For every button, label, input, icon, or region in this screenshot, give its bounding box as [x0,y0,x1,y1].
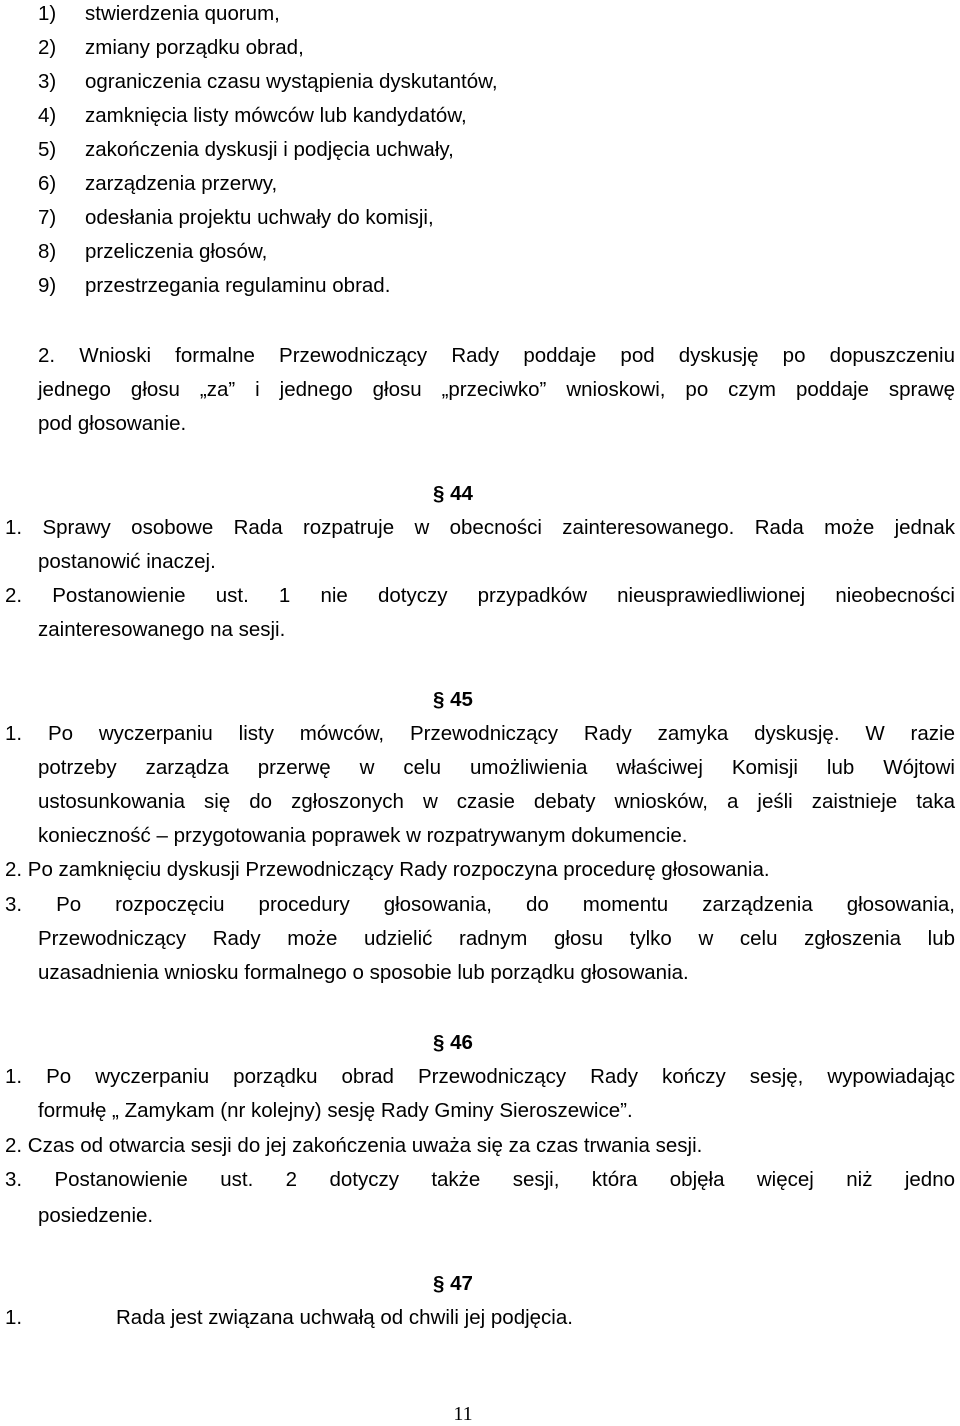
list-item-text: Rada jest związana uchwałą od chwili jej podjęcia. [116,1306,573,1329]
list-item-text: zarządzenia przerwy, [85,172,278,195]
list-item-text: przeliczenia głosów, [85,240,268,263]
section-title: § 45 [433,688,473,711]
paragraph-line: posiedzenie. [38,1204,154,1227]
list-item-number: 1) [38,2,57,25]
list-item [38,240,268,264]
paragraph-line: Przewodniczący Rady może udzielić radnym głosu tylko w celu zgłoszenia lub [38,927,955,950]
paragraph-line: pod głosowanie. [38,412,187,435]
list-item-number: 3) [38,70,57,93]
paragraph-line: zainteresowanego na sesji. [38,618,286,641]
list-item-text: zmiany porządku obrad, [85,36,304,59]
list-item-number: 6) [38,172,57,195]
list-item [38,206,434,230]
list-item [5,1306,573,1330]
paragraph-line: postanowić inaczej. [38,550,216,573]
list-item [38,274,391,298]
list-item-number: 5) [38,138,57,161]
page-number: 11 [453,1403,473,1425]
paragraph-line: 3. Postanowienie ust. 2 dotyczy także sesji, która objęła więcej niż jedno [5,1168,955,1191]
list-item [38,138,454,162]
section-title: § 47 [433,1272,473,1295]
paragraph-line: jednego głosu „za” i jednego głosu „przeciwko” wnioskowi, po czym poddaje sprawę [38,378,955,401]
paragraph-line: uzasadnienia wniosku formalnego o sposobie lub porządku głosowania. [38,961,689,984]
section-title: § 46 [433,1031,473,1054]
section-title: § 44 [433,482,473,505]
paragraph-line: 2. Po zamknięciu dyskusji Przewodniczący Rady rozpoczyna procedurę głosowania. [5,858,770,881]
list-item-text: zakończenia dyskusji i podjęcia uchwały, [85,138,454,161]
list-item [38,70,498,94]
list-item-text: przestrzegania regulaminu obrad. [85,274,391,297]
paragraph-line: formułę „ Zamykam (nr kolejny) sesję Rady Gminy Sieroszewice”. [38,1099,633,1122]
list-item-text: odesłania projektu uchwały do komisji, [85,206,434,229]
list-item-number: 1. [5,1306,23,1329]
paragraph-line: potrzeby zarządza przerwę w celu umożliwienia właściwej Komisji lub Wójtowi [38,756,955,779]
paragraph-line: 1. Po wyczerpaniu porządku obrad Przewodniczący Rady kończy sesję, wypowiadając [5,1065,955,1088]
paragraph-line: 1. Sprawy osobowe Rada rozpatruje w obecności zainteresowanego. Rada może jednak [5,516,955,539]
list-item-number: 9) [38,274,57,297]
list-item-number: 4) [38,104,57,127]
list-item-number: 7) [38,206,57,229]
paragraph-line: konieczność – przygotowania poprawek w rozpatrywanym dokumencie. [38,824,688,847]
paragraph-line: 2. Postanowienie ust. 1 nie dotyczy przypadków nieusprawiedliwionej nieobecności [5,584,955,607]
list-item [38,2,280,26]
list-item [38,36,304,60]
list-item [38,104,467,128]
paragraph-line: 1. Po wyczerpaniu listy mówców, Przewodniczący Rady zamyka dyskusję. W razie [5,722,955,745]
paragraph-line: 2. Wnioski formalne Przewodniczący Rady poddaje pod dyskusję po dopuszczeniu [38,344,955,367]
list-item-number: 2) [38,36,57,59]
paragraph-line: ustosunkowania się do zgłoszonych w czasie debaty wniosków, a jeśli zaistnieje taka [38,790,955,813]
list-item-text: stwierdzenia quorum, [85,2,280,25]
list-item-text: ograniczenia czasu wystąpienia dyskutantów, [85,70,498,93]
list-item-text: zamknięcia listy mówców lub kandydatów, [85,104,467,127]
paragraph-line: 2. Czas od otwarcia sesji do jej zakończenia uważa się za czas trwania sesji. [5,1134,703,1157]
list-item [38,172,278,196]
list-item-number: 8) [38,240,57,263]
paragraph-line: 3. Po rozpoczęciu procedury głosowania, do momentu zarządzenia głosowania, [5,893,955,916]
